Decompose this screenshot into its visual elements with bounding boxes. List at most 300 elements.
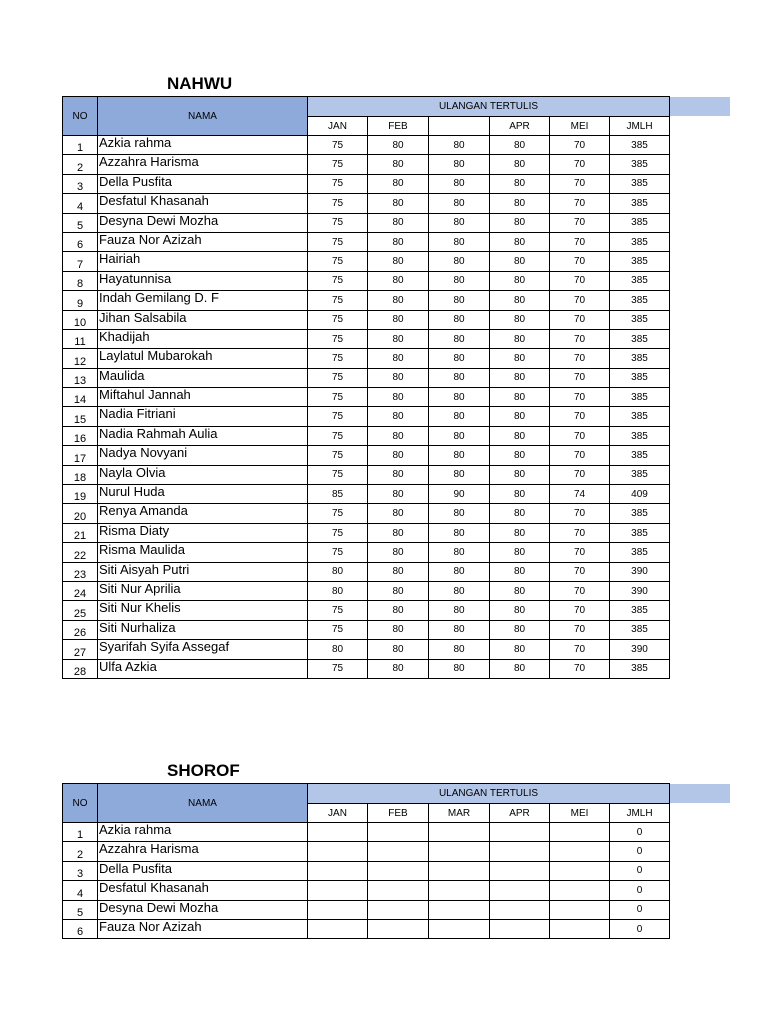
score-cell: 80 <box>490 640 550 659</box>
score-cell: 90 <box>429 485 490 504</box>
score-cell: 80 <box>368 136 429 155</box>
table-row <box>63 252 670 271</box>
table-row <box>63 523 670 542</box>
score-cell: 75 <box>308 329 368 348</box>
score-cell: 80 <box>368 310 429 329</box>
score-cell: 80 <box>490 136 550 155</box>
score-cell <box>308 900 368 919</box>
student-name: Azkia rahma <box>98 823 308 842</box>
score-cell: 75 <box>308 465 368 484</box>
shorof-header-month: FEB <box>368 804 429 823</box>
student-name: Della Pusfita <box>98 174 308 193</box>
shorof-header-month: APR <box>490 804 550 823</box>
score-cell: 80 <box>429 174 490 193</box>
score-cell: 80 <box>368 601 429 620</box>
score-cell: 75 <box>308 407 368 426</box>
score-cell: 80 <box>368 659 429 678</box>
score-cell: 80 <box>429 465 490 484</box>
row-number: 20 <box>63 504 98 523</box>
score-cell <box>490 900 550 919</box>
score-cell: 80 <box>490 581 550 600</box>
score-cell: 70 <box>550 310 610 329</box>
table-row <box>63 900 670 919</box>
shorof-header-month: JMLH <box>610 804 670 823</box>
row-number: 14 <box>63 388 98 407</box>
shorof-header-nama: NAMA <box>98 784 308 823</box>
score-cell: 75 <box>308 136 368 155</box>
student-name: Fauza Nor Azizah <box>98 232 308 251</box>
table-row <box>63 368 670 387</box>
score-total: 385 <box>610 349 670 368</box>
table-row <box>63 271 670 290</box>
table-row <box>63 919 670 938</box>
row-number: 1 <box>63 136 98 155</box>
score-cell: 70 <box>550 601 610 620</box>
table-row <box>63 601 670 620</box>
student-name: Risma Maulida <box>98 543 308 562</box>
student-name: Nadya Novyani <box>98 446 308 465</box>
score-cell: 75 <box>308 620 368 639</box>
score-cell: 80 <box>429 426 490 445</box>
row-number: 1 <box>63 823 98 842</box>
score-cell: 80 <box>429 232 490 251</box>
score-cell: 80 <box>308 640 368 659</box>
score-cell: 70 <box>550 349 610 368</box>
table-row <box>63 174 670 193</box>
score-cell <box>308 842 368 861</box>
nahwu-title: NAHWU <box>167 74 233 93</box>
score-cell <box>308 919 368 938</box>
row-number: 5 <box>63 213 98 232</box>
row-number: 15 <box>63 407 98 426</box>
score-cell: 80 <box>490 407 550 426</box>
score-cell: 80 <box>490 194 550 213</box>
row-number: 10 <box>63 310 98 329</box>
student-name: Hayatunnisa <box>98 271 308 290</box>
score-cell: 75 <box>308 349 368 368</box>
student-name: Laylatul Mubarokah <box>98 349 308 368</box>
score-cell: 75 <box>308 601 368 620</box>
score-cell: 80 <box>429 271 490 290</box>
row-number: 25 <box>63 601 98 620</box>
student-name: Nayla Olvia <box>98 465 308 484</box>
score-cell: 70 <box>550 543 610 562</box>
row-number: 27 <box>63 640 98 659</box>
score-cell: 70 <box>550 291 610 310</box>
score-cell: 80 <box>368 543 429 562</box>
score-cell: 80 <box>368 504 429 523</box>
table-row <box>63 349 670 368</box>
score-cell: 80 <box>368 388 429 407</box>
student-name: Desfatul Khasanah <box>98 881 308 900</box>
score-cell: 75 <box>308 388 368 407</box>
score-total: 385 <box>610 291 670 310</box>
score-cell: 70 <box>550 581 610 600</box>
score-cell: 80 <box>308 581 368 600</box>
score-cell: 80 <box>429 620 490 639</box>
score-cell: 80 <box>368 252 429 271</box>
score-cell: 70 <box>550 407 610 426</box>
score-total: 409 <box>610 485 670 504</box>
score-cell <box>550 823 610 842</box>
score-cell: 75 <box>308 213 368 232</box>
student-name: Renya Amanda <box>98 504 308 523</box>
row-number: 2 <box>63 842 98 861</box>
score-cell: 80 <box>429 446 490 465</box>
nahwu-header-month: JAN <box>308 117 368 136</box>
score-cell <box>368 900 429 919</box>
score-cell: 80 <box>429 329 490 348</box>
score-cell: 80 <box>368 446 429 465</box>
score-cell: 80 <box>368 523 429 542</box>
score-total: 390 <box>610 581 670 600</box>
score-cell <box>550 842 610 861</box>
student-name: Ulfa Azkia <box>98 659 308 678</box>
score-cell: 75 <box>308 252 368 271</box>
row-number: 16 <box>63 426 98 445</box>
score-cell <box>308 861 368 880</box>
score-cell: 80 <box>368 349 429 368</box>
row-number: 17 <box>63 446 98 465</box>
score-cell: 80 <box>429 194 490 213</box>
table-row <box>63 543 670 562</box>
score-cell <box>429 900 490 919</box>
table-row <box>63 640 670 659</box>
score-cell <box>490 861 550 880</box>
score-cell: 80 <box>368 174 429 193</box>
score-total: 385 <box>610 271 670 290</box>
row-number: 19 <box>63 485 98 504</box>
score-cell: 80 <box>429 213 490 232</box>
score-cell: 80 <box>429 155 490 174</box>
score-total: 0 <box>610 919 670 938</box>
table-row <box>63 310 670 329</box>
score-cell <box>550 861 610 880</box>
table-row <box>63 465 670 484</box>
score-cell: 80 <box>429 407 490 426</box>
row-number: 23 <box>63 562 98 581</box>
row-number: 11 <box>63 329 98 348</box>
score-cell: 80 <box>490 601 550 620</box>
table-row <box>63 861 670 880</box>
table-row <box>63 823 670 842</box>
score-total: 385 <box>610 659 670 678</box>
score-cell <box>490 823 550 842</box>
score-cell: 75 <box>308 523 368 542</box>
score-total: 385 <box>610 446 670 465</box>
score-cell: 74 <box>550 485 610 504</box>
shorof-header-month: MEI <box>550 804 610 823</box>
score-cell: 80 <box>429 136 490 155</box>
score-cell: 80 <box>490 291 550 310</box>
nahwu-header-month: MEI <box>550 117 610 136</box>
score-cell: 80 <box>490 252 550 271</box>
score-cell: 80 <box>368 465 429 484</box>
score-cell <box>490 881 550 900</box>
score-cell: 75 <box>308 174 368 193</box>
shorof-header-no: NO <box>63 784 98 823</box>
score-total: 385 <box>610 388 670 407</box>
score-cell: 80 <box>429 601 490 620</box>
table-row <box>63 581 670 600</box>
score-cell <box>550 919 610 938</box>
score-cell: 80 <box>429 640 490 659</box>
score-cell <box>429 861 490 880</box>
student-name: Jihan Salsabila <box>98 310 308 329</box>
score-cell: 80 <box>368 232 429 251</box>
score-cell <box>368 881 429 900</box>
row-number: 5 <box>63 900 98 919</box>
row-number: 13 <box>63 368 98 387</box>
score-cell: 80 <box>368 426 429 445</box>
row-number: 3 <box>63 861 98 880</box>
student-name: Syarifah Syifa Assegaf <box>98 640 308 659</box>
table-row <box>63 842 670 861</box>
table-row <box>63 659 670 678</box>
score-cell: 70 <box>550 562 610 581</box>
table-row <box>63 136 670 155</box>
shorof-title: SHOROF <box>167 761 240 780</box>
nahwu-header-nama: NAMA <box>98 97 308 136</box>
nahwu-header-ulangan-tertulis: ULANGAN TERTULIS <box>308 97 670 117</box>
score-cell: 80 <box>429 581 490 600</box>
score-total: 385 <box>610 504 670 523</box>
score-total: 385 <box>610 232 670 251</box>
score-cell: 80 <box>368 329 429 348</box>
score-cell: 70 <box>550 213 610 232</box>
score-total: 385 <box>610 329 670 348</box>
score-cell: 70 <box>550 136 610 155</box>
row-number: 4 <box>63 194 98 213</box>
table-row <box>63 291 670 310</box>
score-total: 0 <box>610 881 670 900</box>
score-cell <box>368 861 429 880</box>
score-cell: 80 <box>368 581 429 600</box>
student-name: Miftahul Jannah <box>98 388 308 407</box>
row-number: 22 <box>63 543 98 562</box>
nahwu-table <box>62 96 670 679</box>
table-row <box>63 329 670 348</box>
score-total: 385 <box>610 465 670 484</box>
score-total: 385 <box>610 155 670 174</box>
score-cell <box>490 919 550 938</box>
table-row <box>63 213 670 232</box>
score-total: 385 <box>610 620 670 639</box>
score-cell: 80 <box>490 310 550 329</box>
nahwu-header-band <box>668 97 730 116</box>
row-number: 2 <box>63 155 98 174</box>
score-cell <box>490 842 550 861</box>
score-cell: 80 <box>368 485 429 504</box>
score-total: 385 <box>610 407 670 426</box>
student-name: Nadia Rahmah Aulia <box>98 426 308 445</box>
score-cell: 80 <box>490 329 550 348</box>
score-cell: 80 <box>429 659 490 678</box>
student-name: Siti Nurhaliza <box>98 620 308 639</box>
student-name: Azzahra Harisma <box>98 155 308 174</box>
score-cell: 80 <box>429 252 490 271</box>
score-cell: 75 <box>308 232 368 251</box>
score-cell: 80 <box>429 543 490 562</box>
student-name: Siti Nur Aprilia <box>98 581 308 600</box>
score-cell: 80 <box>490 620 550 639</box>
score-cell: 80 <box>429 562 490 581</box>
score-total: 0 <box>610 842 670 861</box>
score-cell: 80 <box>368 407 429 426</box>
nahwu-header-no: NO <box>63 97 98 136</box>
score-cell: 70 <box>550 523 610 542</box>
score-cell: 75 <box>308 291 368 310</box>
score-total: 385 <box>610 252 670 271</box>
score-cell: 80 <box>490 562 550 581</box>
score-total: 385 <box>610 543 670 562</box>
score-cell: 70 <box>550 271 610 290</box>
row-number: 12 <box>63 349 98 368</box>
student-name: Nadia Fitriani <box>98 407 308 426</box>
score-cell: 70 <box>550 252 610 271</box>
score-cell: 80 <box>490 155 550 174</box>
student-name: Desyna Dewi Mozha <box>98 900 308 919</box>
score-cell: 70 <box>550 174 610 193</box>
student-name: Siti Aisyah Putri <box>98 562 308 581</box>
score-cell: 70 <box>550 194 610 213</box>
score-cell: 80 <box>368 620 429 639</box>
score-cell: 80 <box>429 349 490 368</box>
table-row <box>63 446 670 465</box>
score-total: 385 <box>610 213 670 232</box>
score-total: 385 <box>610 194 670 213</box>
score-cell: 80 <box>490 543 550 562</box>
score-cell: 75 <box>308 446 368 465</box>
score-cell: 80 <box>490 446 550 465</box>
score-cell <box>368 842 429 861</box>
score-cell: 70 <box>550 329 610 348</box>
score-cell: 70 <box>550 640 610 659</box>
score-cell: 80 <box>490 368 550 387</box>
score-total: 0 <box>610 861 670 880</box>
table-row <box>63 194 670 213</box>
table-row <box>63 388 670 407</box>
row-number: 21 <box>63 523 98 542</box>
score-cell: 80 <box>429 388 490 407</box>
shorof-header-ulangan-tertulis: ULANGAN TERTULIS <box>308 784 670 804</box>
row-number: 24 <box>63 581 98 600</box>
student-name: Azkia rahma <box>98 136 308 155</box>
row-number: 6 <box>63 232 98 251</box>
score-cell: 80 <box>490 271 550 290</box>
row-number: 26 <box>63 620 98 639</box>
score-total: 385 <box>610 310 670 329</box>
score-cell: 75 <box>308 271 368 290</box>
score-cell: 80 <box>429 523 490 542</box>
score-cell: 80 <box>490 174 550 193</box>
nahwu-header-month <box>429 117 490 136</box>
score-cell <box>429 881 490 900</box>
shorof-header-band <box>668 784 730 803</box>
score-cell: 80 <box>368 291 429 310</box>
row-number: 6 <box>63 919 98 938</box>
table-row <box>63 620 670 639</box>
student-name: Risma Diaty <box>98 523 308 542</box>
score-cell: 75 <box>308 426 368 445</box>
table-row <box>63 232 670 251</box>
score-cell: 75 <box>308 368 368 387</box>
shorof-header-month: JAN <box>308 804 368 823</box>
score-cell: 70 <box>550 504 610 523</box>
score-cell <box>308 881 368 900</box>
score-cell: 80 <box>368 562 429 581</box>
score-cell: 70 <box>550 465 610 484</box>
student-name: Desfatul Khasanah <box>98 194 308 213</box>
nahwu-header-month: APR <box>490 117 550 136</box>
row-number: 8 <box>63 271 98 290</box>
score-total: 390 <box>610 640 670 659</box>
table-row <box>63 881 670 900</box>
table-row <box>63 485 670 504</box>
score-cell <box>550 900 610 919</box>
score-total: 385 <box>610 601 670 620</box>
score-cell: 70 <box>550 388 610 407</box>
student-name: Fauza Nor Azizah <box>98 919 308 938</box>
score-cell: 75 <box>308 659 368 678</box>
student-name: Nurul Huda <box>98 485 308 504</box>
score-cell: 80 <box>490 659 550 678</box>
score-total: 385 <box>610 136 670 155</box>
score-cell <box>429 919 490 938</box>
score-cell: 80 <box>429 310 490 329</box>
student-name: Hairiah <box>98 252 308 271</box>
score-cell: 75 <box>308 543 368 562</box>
score-cell: 80 <box>429 291 490 310</box>
score-cell <box>368 919 429 938</box>
score-cell: 75 <box>308 194 368 213</box>
score-total: 385 <box>610 426 670 445</box>
row-number: 18 <box>63 465 98 484</box>
score-cell <box>429 823 490 842</box>
score-cell: 80 <box>368 194 429 213</box>
score-cell <box>429 842 490 861</box>
score-cell: 70 <box>550 368 610 387</box>
student-name: Indah Gemilang D. F <box>98 291 308 310</box>
score-cell: 80 <box>490 465 550 484</box>
score-total: 385 <box>610 174 670 193</box>
score-cell: 80 <box>490 213 550 232</box>
row-number: 4 <box>63 881 98 900</box>
score-cell: 80 <box>490 426 550 445</box>
score-cell: 70 <box>550 620 610 639</box>
score-cell: 80 <box>368 640 429 659</box>
nahwu-header-month: JMLH <box>610 117 670 136</box>
table-row <box>63 504 670 523</box>
score-cell: 80 <box>429 504 490 523</box>
score-cell: 70 <box>550 155 610 174</box>
table-row <box>63 407 670 426</box>
score-cell: 80 <box>429 368 490 387</box>
score-cell: 80 <box>490 349 550 368</box>
score-cell: 80 <box>490 232 550 251</box>
score-total: 385 <box>610 523 670 542</box>
score-cell: 80 <box>368 271 429 290</box>
score-cell: 80 <box>368 155 429 174</box>
score-cell: 70 <box>550 659 610 678</box>
student-name: Siti Nur Khelis <box>98 601 308 620</box>
score-cell: 80 <box>368 213 429 232</box>
student-name: Maulida <box>98 368 308 387</box>
student-name: Azzahra Harisma <box>98 842 308 861</box>
row-number: 7 <box>63 252 98 271</box>
score-cell: 80 <box>490 504 550 523</box>
table-row <box>63 426 670 445</box>
